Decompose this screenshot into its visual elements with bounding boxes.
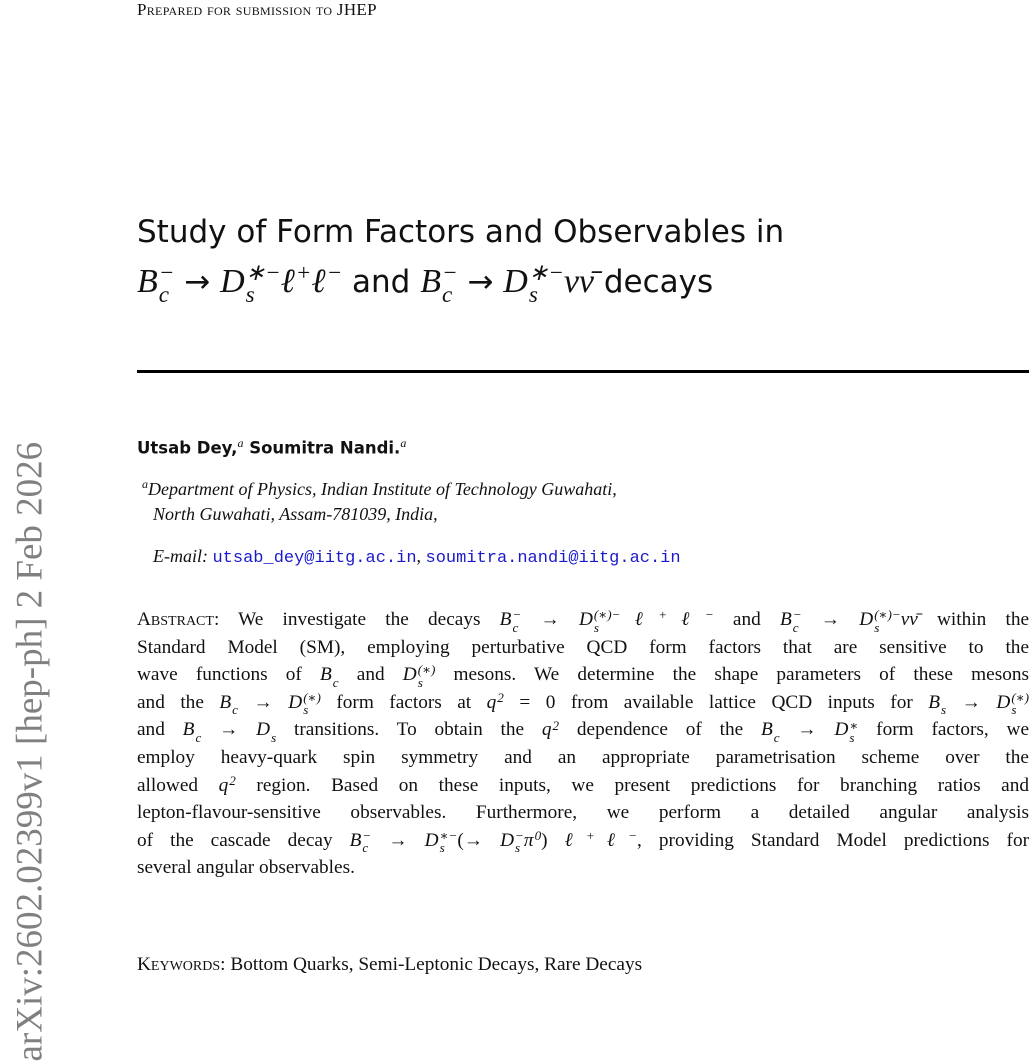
paper-title-line-2	[137, 262, 713, 306]
text-run: region. Based on these inputs, we present predictions for branching ratios and	[235, 774, 1029, 796]
email-line	[153, 546, 681, 568]
text-run: →	[457, 263, 504, 300]
text-run: and the	[137, 691, 220, 713]
math-symbol: ℓ −	[311, 260, 343, 300]
math-symbol: ℓ −	[667, 607, 714, 630]
author-list	[137, 436, 406, 458]
text-run: allowed	[137, 774, 219, 796]
abstract-line	[137, 662, 1029, 688]
text-run: and	[342, 263, 421, 300]
text-run: →	[174, 263, 221, 300]
keywords-text: Bottom Quarks, Semi-Leptonic Decays, Rare Decays	[225, 954, 643, 975]
math-symbol: D ∗− s	[424, 827, 458, 856]
math-symbol: νν̄	[900, 609, 918, 630]
math-symbol: q 2	[541, 717, 560, 741]
text-run: employ heavy-quark spin symmetry and an appropriate parametrisation scheme over the	[137, 747, 1029, 768]
math-symbol: D (∗) s	[288, 689, 321, 718]
abstract-line	[137, 855, 1029, 881]
affiliation-line-1	[142, 477, 617, 500]
math-symbol: B − c	[137, 260, 175, 308]
math-symbol: D (∗)− s	[578, 607, 621, 635]
math-symbol: ℓ +	[564, 827, 595, 851]
math-symbol: π 0	[523, 827, 542, 851]
math-symbol: B c	[219, 691, 238, 718]
email-link[interactable]: soumitra.nandi@iitg.ac.in	[425, 549, 681, 568]
text-run: = 0 from available lattice QCD inputs for	[503, 691, 929, 713]
abstract-line	[137, 690, 1029, 716]
text-run: )	[541, 829, 565, 851]
text-run: decays	[594, 263, 714, 300]
text-run: We investigate the decays	[219, 609, 500, 630]
text-run: →	[521, 609, 579, 630]
math-symbol: D − s	[500, 827, 524, 856]
math-symbol: B c	[182, 719, 202, 745]
text-run: →	[779, 719, 835, 741]
paper-title-line-1: Study of Form Factors and Observables in	[137, 214, 785, 250]
math-symbol: D (∗)− s	[859, 607, 901, 635]
author-name: Soumitra Nandi.	[249, 438, 401, 458]
abstract-line	[137, 717, 1029, 743]
abstract-line	[137, 635, 1029, 661]
abstract-line	[137, 773, 1029, 799]
text-run: and	[713, 609, 780, 630]
math-symbol: B c	[320, 664, 339, 690]
abstract-line	[137, 607, 1029, 633]
text-run: dependence of the	[559, 719, 761, 741]
text-run: and	[338, 664, 403, 686]
abstract-line	[137, 828, 1029, 854]
text-run: several angular observables.	[137, 857, 355, 879]
math-symbol: B s	[928, 691, 947, 718]
math-symbol: D (∗) s	[402, 662, 436, 690]
math-symbol: B − c	[499, 607, 522, 635]
text-run: , providing Standard Model predictions for	[637, 829, 1029, 851]
email-separator: ,	[416, 546, 422, 566]
math-symbol: B − c	[779, 607, 802, 635]
arxiv-identifier-stamp[interactable]: arXiv:2602.02399v1 [hep-ph] 2 Feb 2026	[9, 441, 51, 1062]
title-rule	[137, 370, 1029, 373]
math-symbol: D ∗− s	[503, 260, 564, 308]
text-run: and	[137, 719, 183, 741]
text-run: transitions. To obtain the	[276, 719, 542, 741]
author-affiliation-marker: a	[237, 436, 244, 450]
text-run: form factors, we	[858, 719, 1029, 741]
text-run: →	[201, 719, 257, 741]
affiliation-marker: a	[142, 477, 148, 491]
math-symbol: D s	[256, 719, 277, 745]
author-affiliation-marker: a	[400, 436, 407, 450]
math-symbol: D (∗) s	[996, 689, 1029, 718]
abstract-label: Abstract:	[137, 609, 220, 630]
abstract-line	[137, 800, 1029, 826]
text-run: lepton-flavour-sensitive observables. Furthermore, we perform a detailed angular analysis	[137, 802, 1029, 824]
email-link[interactable]: utsab_dey@iitg.ac.in	[212, 549, 417, 568]
abstract-line	[137, 745, 1029, 771]
text-run: wave functions of	[137, 664, 320, 686]
keywords	[137, 954, 642, 976]
math-symbol: ℓ −	[594, 827, 638, 851]
journal-header: Prepared for submission to JHEP	[137, 0, 377, 19]
email-label: E-mail:	[153, 546, 208, 566]
math-symbol: νν̄	[563, 262, 594, 300]
text-run: →	[237, 691, 289, 713]
math-symbol: D ∗ s	[834, 717, 859, 745]
math-symbol: q 2	[218, 772, 236, 796]
math-symbol: ℓ +	[280, 260, 312, 300]
text-run: form factors at	[320, 691, 487, 713]
text-run: →	[946, 691, 997, 713]
math-symbol: B − c	[420, 260, 458, 308]
math-symbol: D ∗− s	[220, 260, 281, 308]
text-run: →	[371, 829, 425, 851]
affiliation-text: Department of Physics, Indian Institute of Technology Guwahati,	[148, 479, 617, 499]
keywords-label: Keywords:	[137, 954, 226, 975]
text-run: (→	[457, 829, 501, 851]
text-run: →	[801, 609, 860, 630]
text-run: mesons. We determine the shape parameters of these mesons	[435, 664, 1029, 686]
text-run: of the cascade decay	[137, 829, 350, 851]
author-name: Utsab Dey,	[137, 438, 238, 458]
math-symbol: B − c	[349, 827, 372, 856]
math-symbol: ℓ +	[620, 607, 668, 630]
text-run: Standard Model (SM), employing perturbative QCD form factors that are sensitive to the	[137, 636, 1029, 658]
affiliation-line-2: North Guwahati, Assam-781039, India,	[153, 504, 438, 524]
text-run: within the	[917, 609, 1029, 630]
math-symbol: q 2	[486, 689, 504, 713]
math-symbol: B c	[760, 719, 780, 745]
